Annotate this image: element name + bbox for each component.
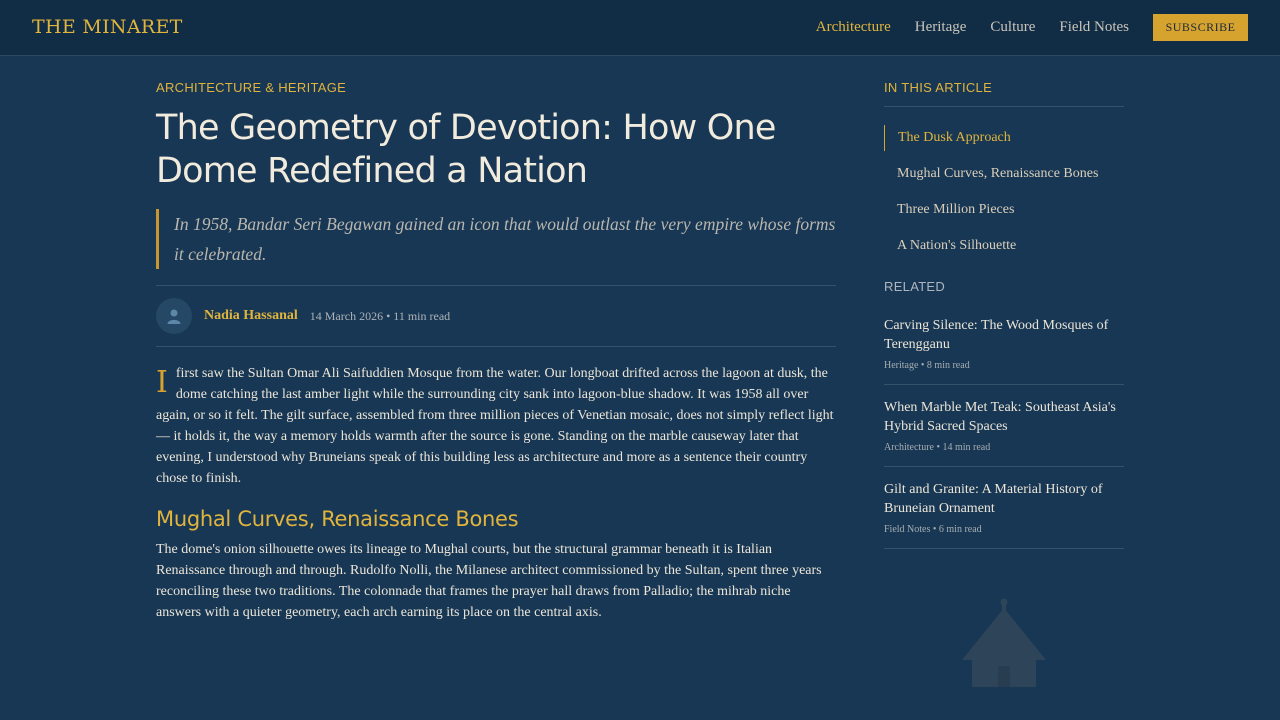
article-meta: 14 March 2026 • 11 min read <box>309 308 451 323</box>
nav-heritage[interactable]: Heritage <box>914 19 967 35</box>
dome-illustration <box>960 594 1050 690</box>
table-of-contents <box>884 125 1124 259</box>
toc-item-nations-silhouette[interactable]: A Nation's Silhouette <box>897 238 1017 253</box>
nav-architecture[interactable]: Architecture <box>815 19 891 35</box>
toc-item-three-million-pieces[interactable]: Three Million Pieces <box>897 202 1015 217</box>
article <box>156 80 836 623</box>
user-icon <box>165 307 183 325</box>
related-meta: Architecture • 14 min read <box>884 442 991 453</box>
site-logo[interactable]: THE MINARET <box>32 16 183 38</box>
toc-item-dusk-approach[interactable]: The Dusk Approach <box>884 125 1124 151</box>
lead-text: first saw the Sultan Omar Ali Saifuddien Mosque from the water. Our longboat drifted across the lagoon at dusk, the dome catching the last amber light while the surrounding city sank into lagoon-blue shadow. It was 1958 all over again, or so it felt. The gilt surface, assembled from three million pieces of Venetian mosaic, does not simply reflect light — it holds it, the way a memory holds warmth after the source is gone. Standing on the marble causeway later that evening, I understood why Bruneians speak of this building less as architecture and more as a sentence their country chose to finish. <box>156 366 834 486</box>
section-heading: Mughal Curves, Renaissance Bones <box>156 507 519 531</box>
lead-paragraph <box>156 363 836 489</box>
article-category[interactable]: ARCHITECTURE & HERITAGE <box>156 80 347 95</box>
related-title: Gilt and Granite: A Material History of Bruneian Ornament <box>884 482 1103 516</box>
related-list <box>884 310 1124 549</box>
section-paragraph: The dome's onion silhouette owes its lineage to Mughal courts, but the structural grammar beneath it is Italian Renaissance through and through. Rudolfo Nolli, the Milanese architect commissioned by the Sultan, spent three years reconciling these two traditions. The colonnade that frames the prayer hall draws from Palladio; the mihrab niche answers with a quieter geometry, each arch earning its place on the central axis. <box>156 542 822 620</box>
article-title: The Geometry of Devotion: How One Dome Redefined a Nation <box>156 108 776 191</box>
author-name[interactable]: Nadia Hassanal <box>204 308 298 323</box>
related-meta: Field Notes • 6 min read <box>884 524 982 535</box>
main-nav <box>792 14 1248 41</box>
related-item[interactable] <box>884 392 1124 467</box>
related-title: Carving Silence: The Wood Mosques of Terengganu <box>884 318 1109 352</box>
related-item[interactable] <box>884 310 1124 385</box>
related-title: When Marble Met Teak: Southeast Asia's Hybrid Sacred Spaces <box>884 400 1116 434</box>
nav-culture[interactable]: Culture <box>990 19 1036 35</box>
nav-field-notes[interactable]: Field Notes <box>1059 19 1129 35</box>
sidebar <box>884 80 1124 556</box>
toc-heading: IN THIS ARTICLE <box>884 80 1124 107</box>
article-dek: In 1958, Bandar Seri Begawan gained an icon that would outlast the very empire whose forms it celebrated. <box>156 209 836 269</box>
avatar[interactable] <box>156 298 192 334</box>
related-meta: Heritage • 8 min read <box>884 360 970 371</box>
site-header <box>0 0 1280 56</box>
drop-cap: I <box>156 365 168 400</box>
related-heading: RELATED <box>884 279 946 294</box>
byline <box>156 285 836 347</box>
subscribe-button[interactable]: SUBSCRIBE <box>1153 14 1248 41</box>
related-item[interactable] <box>884 474 1124 549</box>
toc-item-mughal-curves[interactable]: Mughal Curves, Renaissance Bones <box>897 166 1099 181</box>
